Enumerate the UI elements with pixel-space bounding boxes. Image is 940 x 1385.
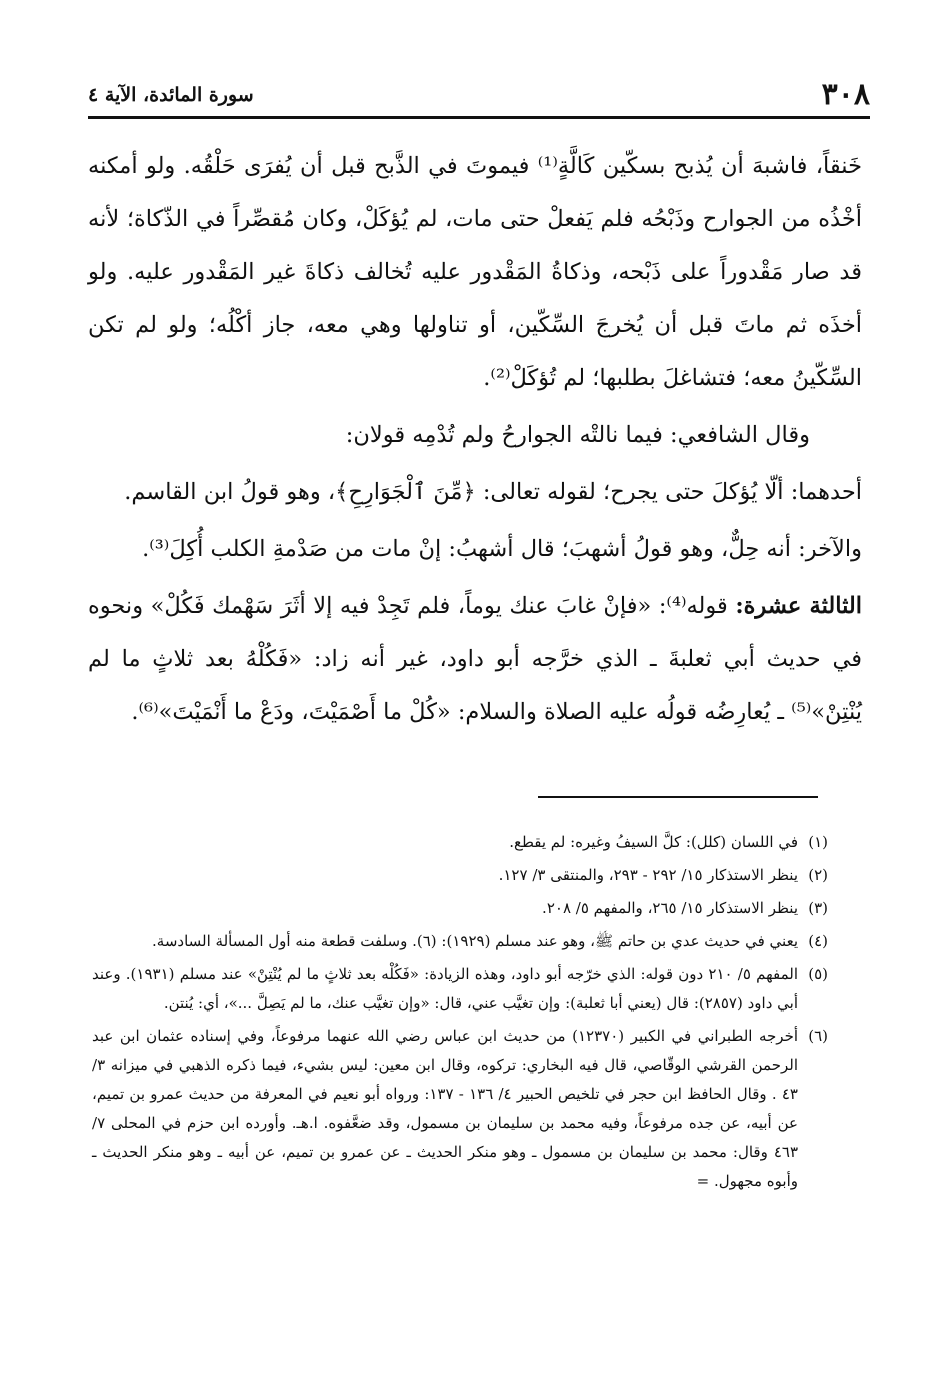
footnote xyxy=(92,927,828,956)
footnote-text: يعني في حديث عدي بن حاتم ﷺ، وهو عند مسلم (١٩٢٩): (٦). وسلفت قطعة منه أول المسألة السادسة. xyxy=(152,932,798,950)
paragraph-text: قوله⁽⁴⁾: «فإنْ غابَ عنك يوماً، فلم تَجِدْ فيه إلا أثَرَ سَهْمك فَكُلْ» ونحوه في حديث أبي ثعلبةَ ـ الذي خرَّجه أبو داود، غير أنه زاد: «فَكُلْهُ بعد ثلاثٍ ما لم يُنْتِنْ»⁽⁵⁾ ـ يُعارِضُه قولُه عليه الصلاة والسلام: «كُلْ ما أَصْمَيْتَ، ودَعْ ما أَنْمَيْتَ»⁽⁶⁾. xyxy=(88,593,862,725)
footnotes xyxy=(92,828,828,1200)
footnote-text: أخرجه الطبراني في الكبير (١٢٣٧٠) من حديث ابن عباس رضي الله عنهما مرفوعاً، وفي إسناده عثمان ابن عبد الرحمن القرشي الوقّاصي، قال فيه البخاري: تركوه، وقال ابن معين: ليس بشيء، فيما ذكره الذهبي في ميزانه ٣/ ٤٣ . وقال الحافظ ابن حجر في تلخيص الحبير ٤/ ١٣٦ - ١٣٧: ورواه أبو نعيم في المعرفة من حديث عمرو بن تميم، عن أبيه، عن جده مرفوعاً، وفيه محمد بن سليمان بن مسمول، وقد ضعَّفوه. ا.هـ. وأورده ابن حزم في المحلى ٧/ ٤٦٣ وقال: محمد بن سليمان بن مسمول ـ وهو منكر الحديث ـ عن عمرو بن تميم، عن أبيه ـ وهو منكر الحديث ـ وأبوه مجهول. = xyxy=(92,1027,799,1190)
footnote-text: ينظر الاستذكار ١٥/ ٢٩٢ - ٢٩٣، والمنتقى ٣/ ١٢٧. xyxy=(498,866,798,884)
paragraph: أحدهما: ألّا يُؤكلَ حتى يجرح؛ لقوله تعالى: ﴿مِّنَ ٱلْجَوَارِحِ﴾، وهو قولُ ابن القاسم. xyxy=(124,479,862,505)
paragraph: وقال الشافعي: فيما نالتْه الجوارحُ ولم تُدْمِه قولان: xyxy=(345,422,810,448)
footnote xyxy=(92,828,828,857)
footnote xyxy=(92,960,828,1018)
page-header xyxy=(88,76,870,119)
footnote-number: (٣) xyxy=(808,899,828,917)
footnote-divider xyxy=(538,796,818,798)
footnote-text: ينظر الاستذكار ١٥/ ٢٦٥، والمفهم ٥/ ٢٠٨. xyxy=(542,899,798,917)
footnote xyxy=(92,1022,828,1196)
footnote xyxy=(92,861,828,890)
footnote xyxy=(92,894,828,923)
footnote-text: في اللسان (كلل): كلَّ السيفُ وغيره: لم يقطع. xyxy=(509,833,798,851)
footnote-number: (١) xyxy=(808,833,828,851)
page-number: ٣٠٨ xyxy=(821,77,870,112)
footnote-number: (٢) xyxy=(808,866,828,884)
main-text xyxy=(88,140,862,739)
footnote-number: (٤) xyxy=(808,932,828,950)
issue-heading: الثالثة عشرة: xyxy=(735,593,862,619)
footnote-number: (٦) xyxy=(808,1027,829,1045)
footnote-text: المفهم ٥/ ٢١٠ دون قوله: الذي خرّجه أبو داود، وهذه الزيادة: «فَكُلْه بعد ثلاثٍ ما لم يُنْتِنْ» عند مسلم (١٩٣١). وعند أبي داود (٢٨٥٧): قال (يعني أبا ثعلبة): وإن تغيَّب عني، قال: «وإن تغيَّب عنك، ما لم يَصِلَّ ...»، أي: يُنتن. xyxy=(92,965,798,1012)
paragraph: خَنقاً، فاشبهَ أن يُذبح بسكّين كَالَّةٍ⁽¹⁾ فيموتَ في الذَّبح قبل أن يُفرَى حَلْقُه. ولو أمكنه أخْذُه من الجوارح وذَبْحُه فلم يَفعلْ حتى مات، لم يُؤكَلْ، وكان مُقصِّراً في الذّكاة؛ لأنه قد صار مَقْدوراً على ذَبْحه، وذكاةُ المَقْدور عليه تُخالف ذكاةَ غير المَقْدور عليه. ولو أخذَه ثم ماتَ قبل أن يُخرجَ السِّكّين، أو تناولها وهي معه، جاز أكْلُه؛ ولو لم تكن السِّكّينُ معه؛ فتشاغلَ بطلبها؛ لم تُؤكَلْ⁽²⁾. xyxy=(88,153,862,391)
paragraph: والآخر: أنه حِلٌّ، وهو قولُ أشهبَ؛ قال أشهبُ: إنْ مات من صَدْمةِ الكلب أُكِلَ⁽³⁾. xyxy=(142,536,862,562)
footnote-number: (٥) xyxy=(808,965,828,983)
running-title: سورة المائدة، الآية ٤ xyxy=(88,84,254,106)
paragraph xyxy=(88,580,862,739)
